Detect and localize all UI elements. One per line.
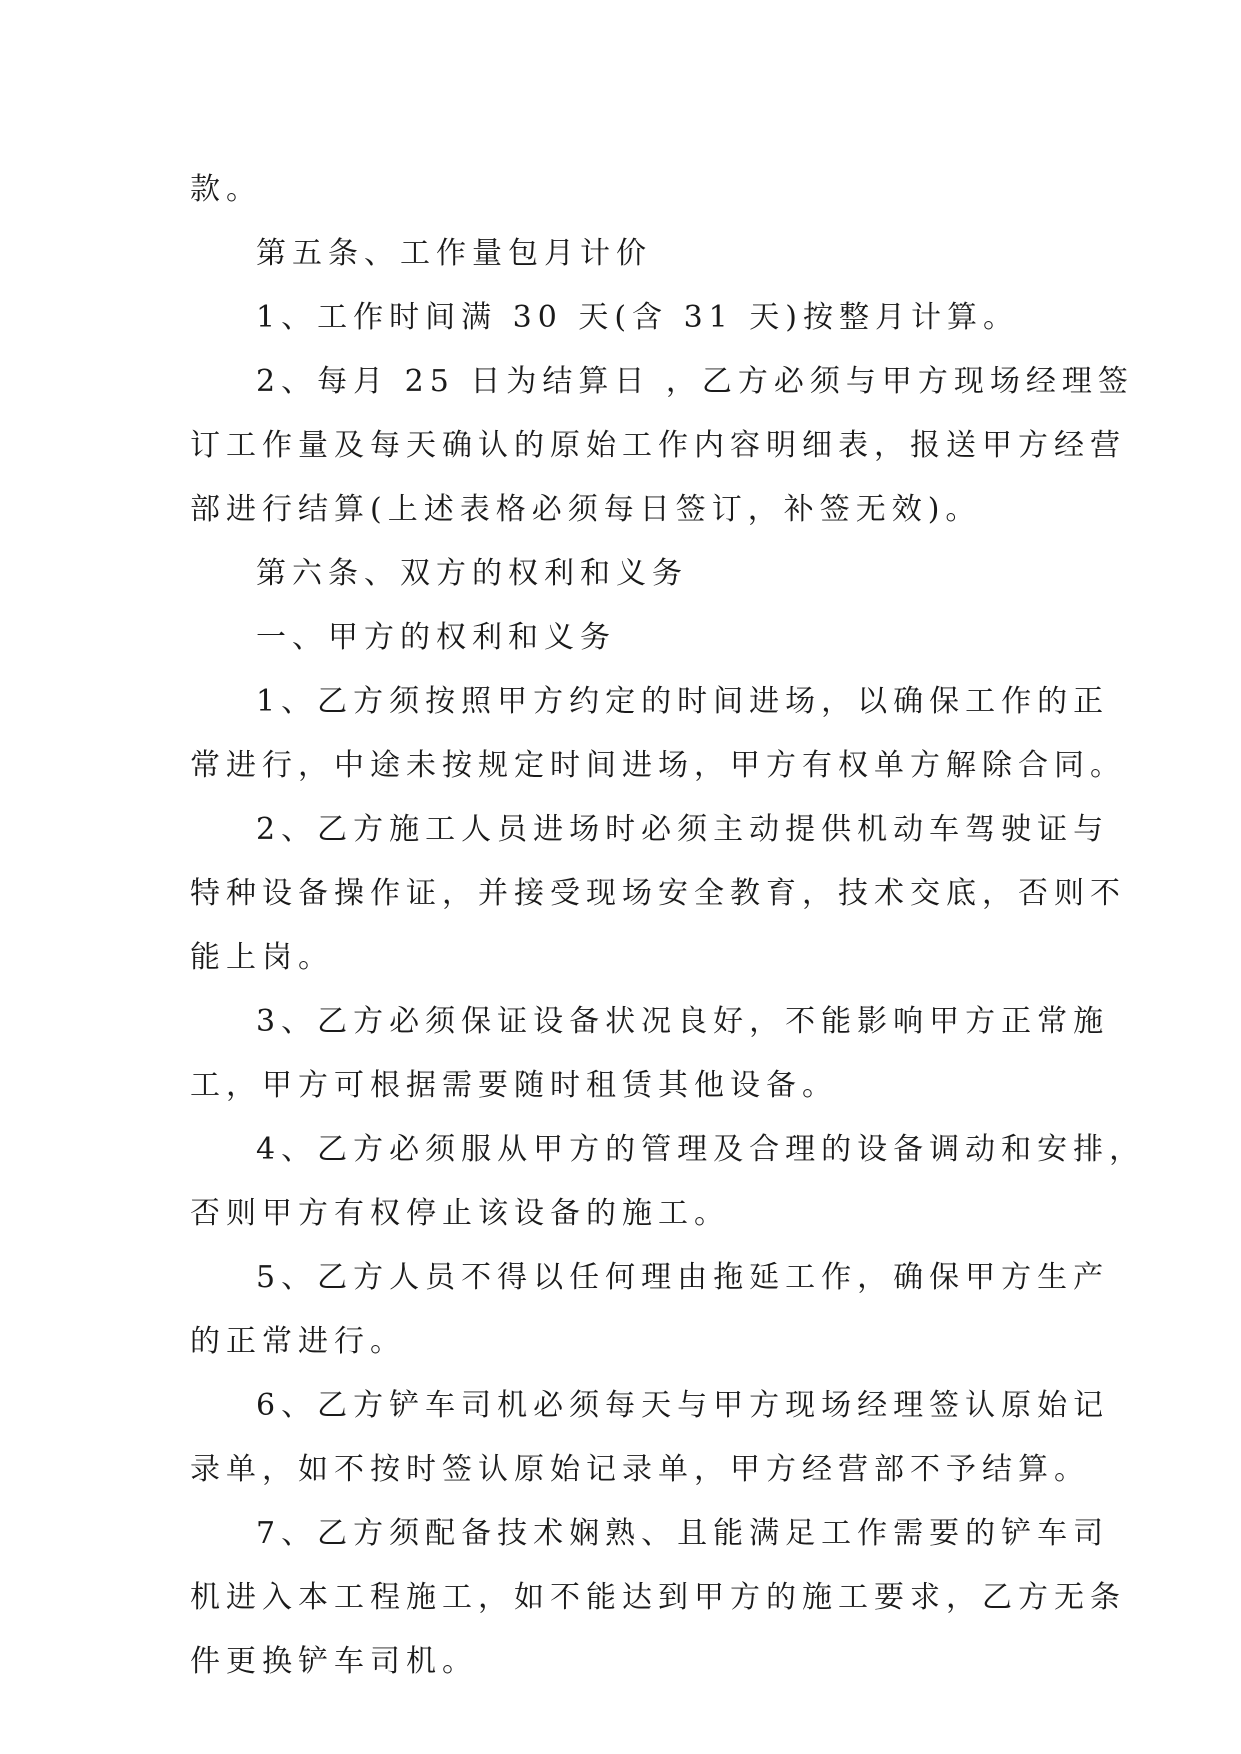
text-line: 第五条、工作量包月计价: [256, 236, 652, 271]
text-line: 4、乙方必须服从甲方的管理及合理的设备调动和安排，: [256, 1132, 1146, 1167]
document-body: [190, 158, 1146, 1694]
text-line: 工，甲方可根据需要随时租赁其他设备。: [190, 1068, 838, 1103]
text-line: 否则甲方有权停止该设备的施工。: [190, 1196, 730, 1231]
text-line: 2、乙方施工人员进场时必须主动提供机动车驾驶证与: [256, 812, 1110, 847]
text-line: 款。: [190, 172, 262, 207]
text-line: 件更换铲车司机。: [190, 1644, 478, 1679]
text-line: 特种设备操作证，并接受现场安全教育，技术交底，否则不: [190, 876, 1126, 911]
text-line: 第六条、双方的权利和义务: [256, 556, 688, 591]
text-line: 5、乙方人员不得以任何理由拖延工作，确保甲方生产: [256, 1260, 1110, 1295]
text-line: 7、乙方须配备技术娴熟、且能满足工作需要的铲车司: [256, 1516, 1110, 1551]
text-line: 常进行，中途未按规定时间进场，甲方有权单方解除合同。: [190, 748, 1126, 783]
text-line: 订工作量及每天确认的原始工作内容明细表，报送甲方经营: [190, 428, 1126, 463]
text-line: 3、乙方必须保证设备状况良好，不能影响甲方正常施: [256, 1004, 1110, 1039]
text-line: 2、每月 25 日为结算日 ，乙方必须与甲方现场经理签: [256, 364, 1134, 399]
text-line: 录单，如不按时签认原始记录单，甲方经营部不予结算。: [190, 1452, 1090, 1487]
text-line: 6、乙方铲车司机必须每天与甲方现场经理签认原始记: [256, 1388, 1110, 1423]
text-line: 机进入本工程施工，如不能达到甲方的施工要求，乙方无条: [190, 1580, 1126, 1615]
text-line: 的正常进行。: [190, 1324, 406, 1359]
text-line: 能上岗。: [190, 940, 334, 975]
text-line: 一、甲方的权利和义务: [256, 620, 616, 655]
text-line: 部进行结算(上述表格必须每日签订，补签无效)。: [190, 492, 982, 527]
text-line: 1、乙方须按照甲方约定的时间进场，以确保工作的正: [256, 684, 1110, 719]
text-line: 1、工作时间满 30 天(含 31 天)按整月计算。: [256, 300, 1019, 335]
